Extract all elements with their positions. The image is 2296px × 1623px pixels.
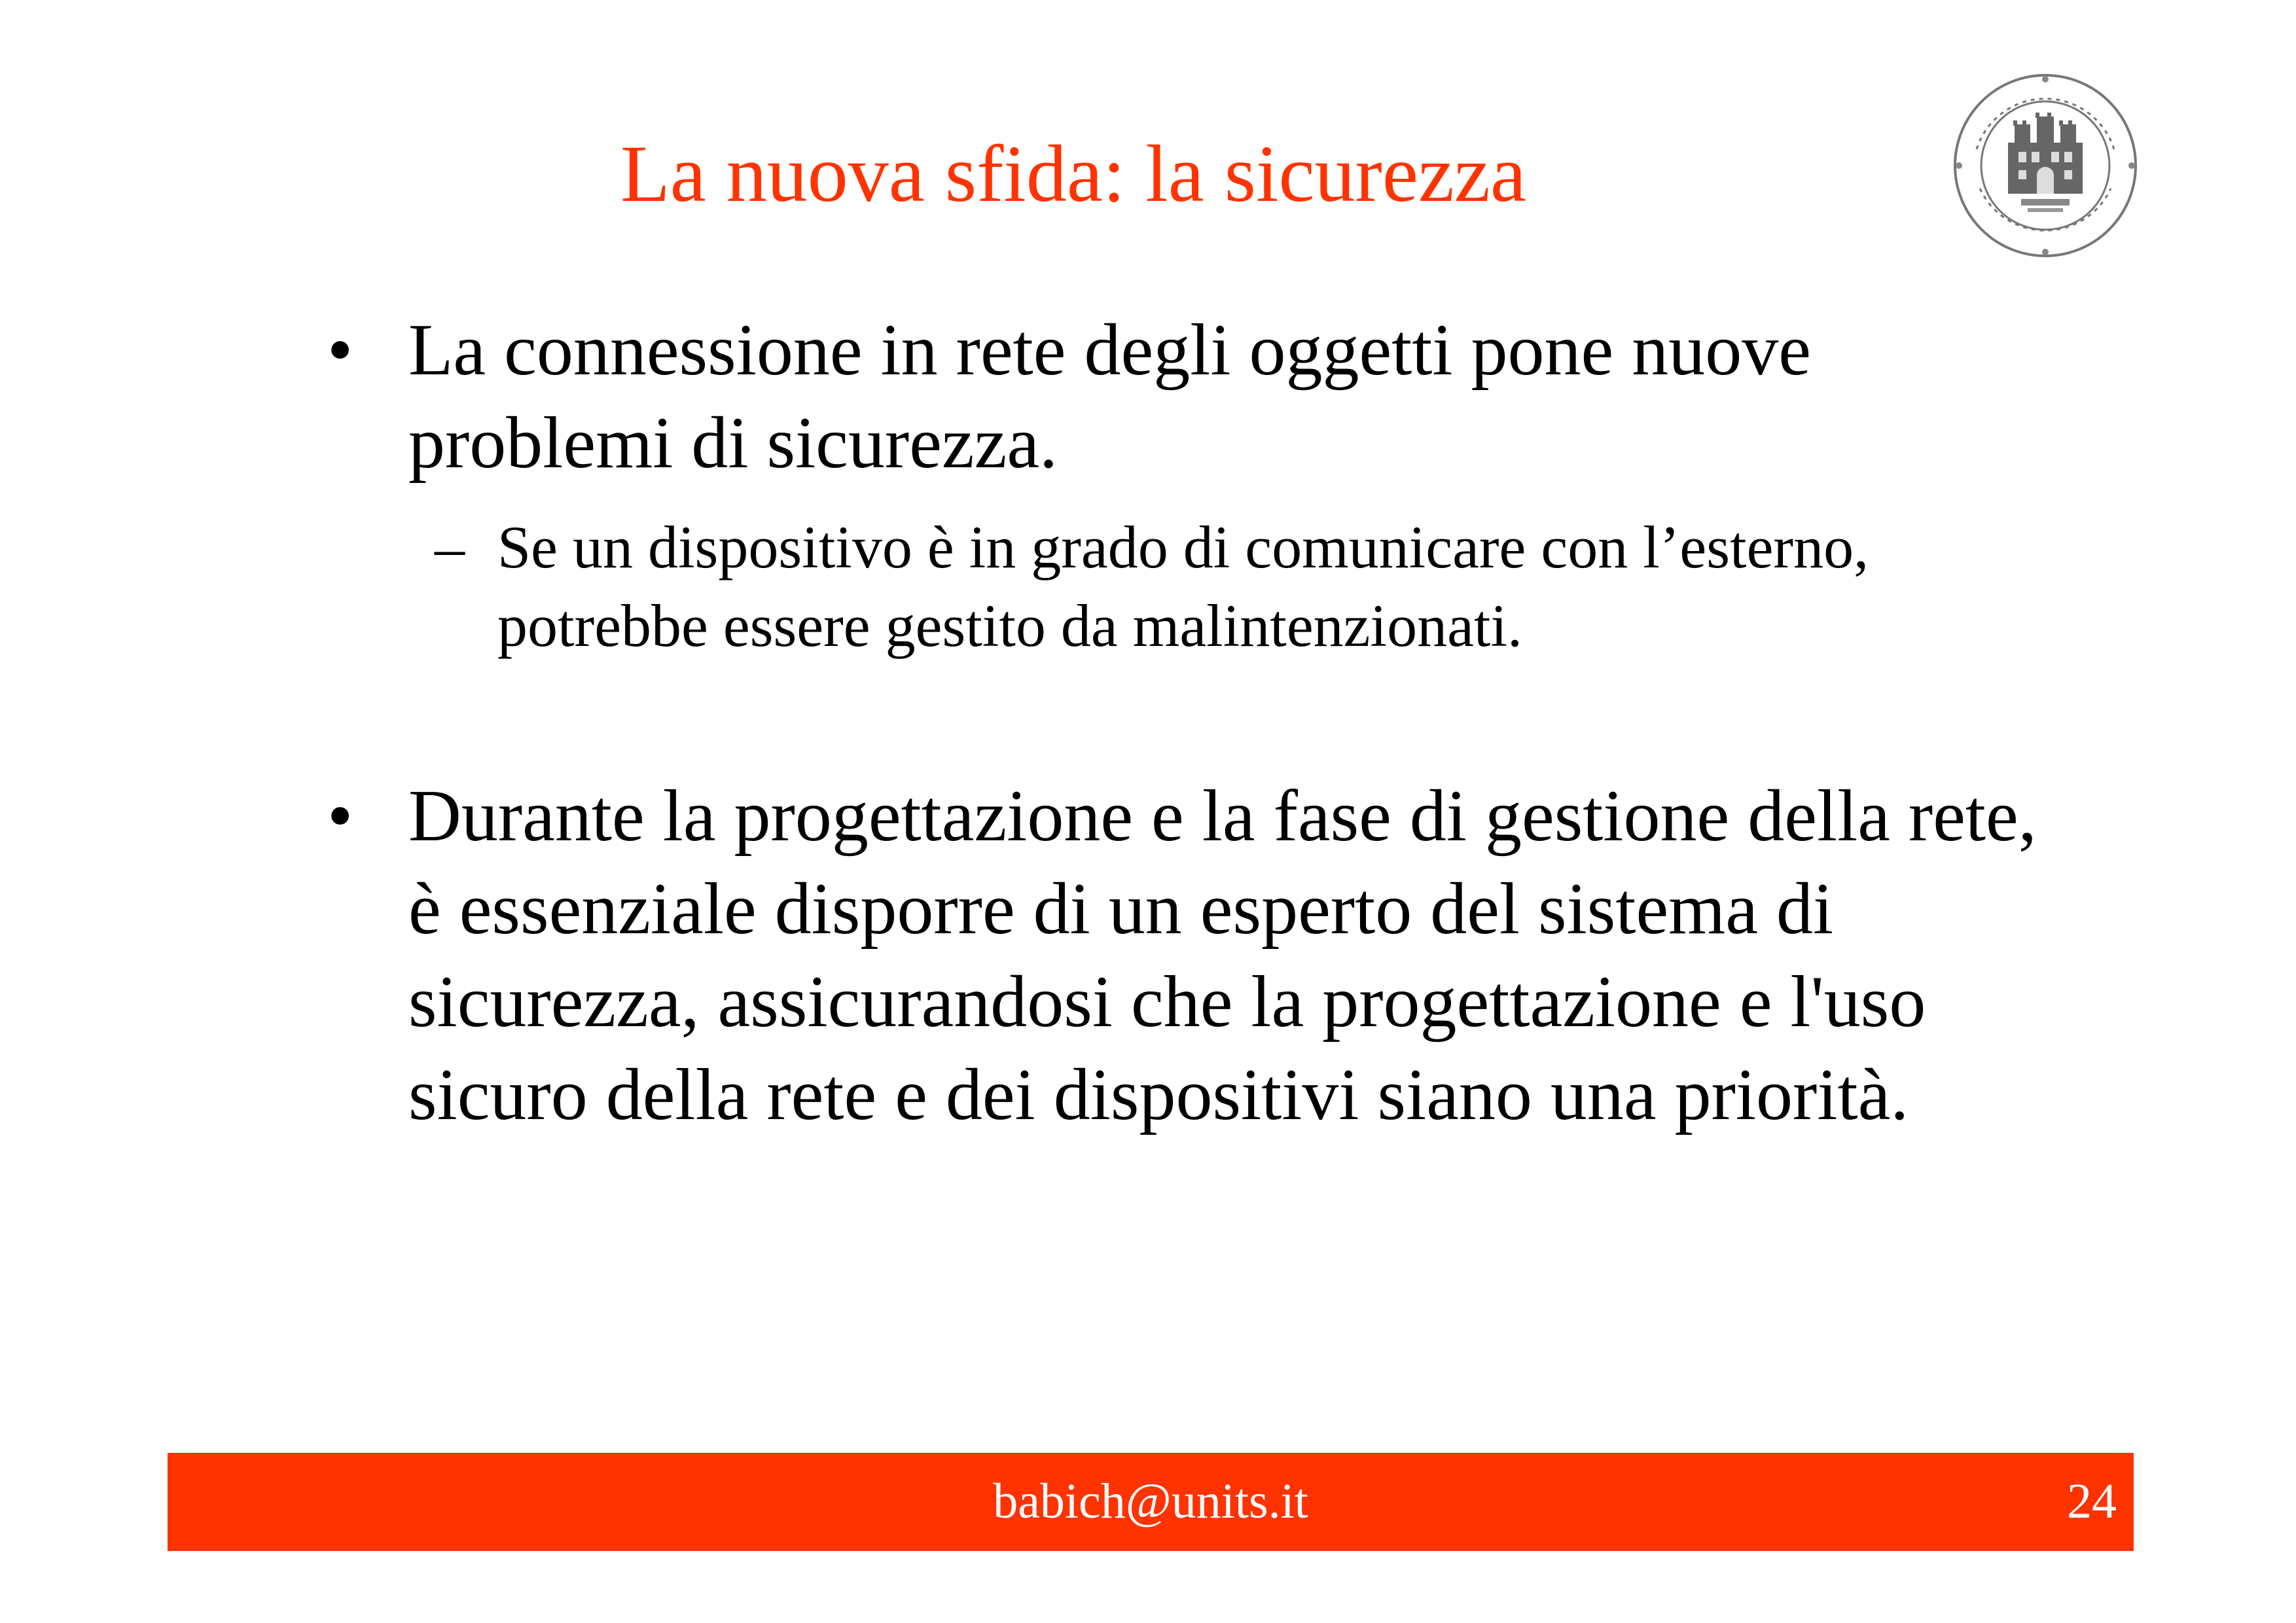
university-seal-icon [1950,71,2140,260]
bullet-text: La connessione in rete degli oggetti pone nuove problemi di sicurezza. [408,310,1811,484]
bullet-item [327,304,2042,490]
slide-title: La nuova sfida: la sicurezza [620,129,1526,219]
bullet-item [327,770,2042,1141]
page-number: 24 [2067,1474,2117,1529]
bullet-marker: • [327,310,353,391]
footer-email: babich@units.it [993,1474,1308,1529]
bullet-text: Durante la progettazione e la fase di gestione della rete, è essenziale disporre di un esperto del sistema di sicurezza, assicurandosi che la progettazione e l'uso sicuro della rete e dei dispositivi siano una priorità. [408,776,2037,1135]
footer-bar [168,1453,2134,1551]
bullet-marker: • [327,776,353,857]
sub-bullet-item [408,508,2042,665]
slide-content [327,304,2042,1141]
sub-bullet-text: Se un dispositivo è in grado di comunicare con l’esterno, potrebbe essere gestito da malintenzionati. [497,514,1869,659]
sub-bullet-marker: – [435,514,465,580]
